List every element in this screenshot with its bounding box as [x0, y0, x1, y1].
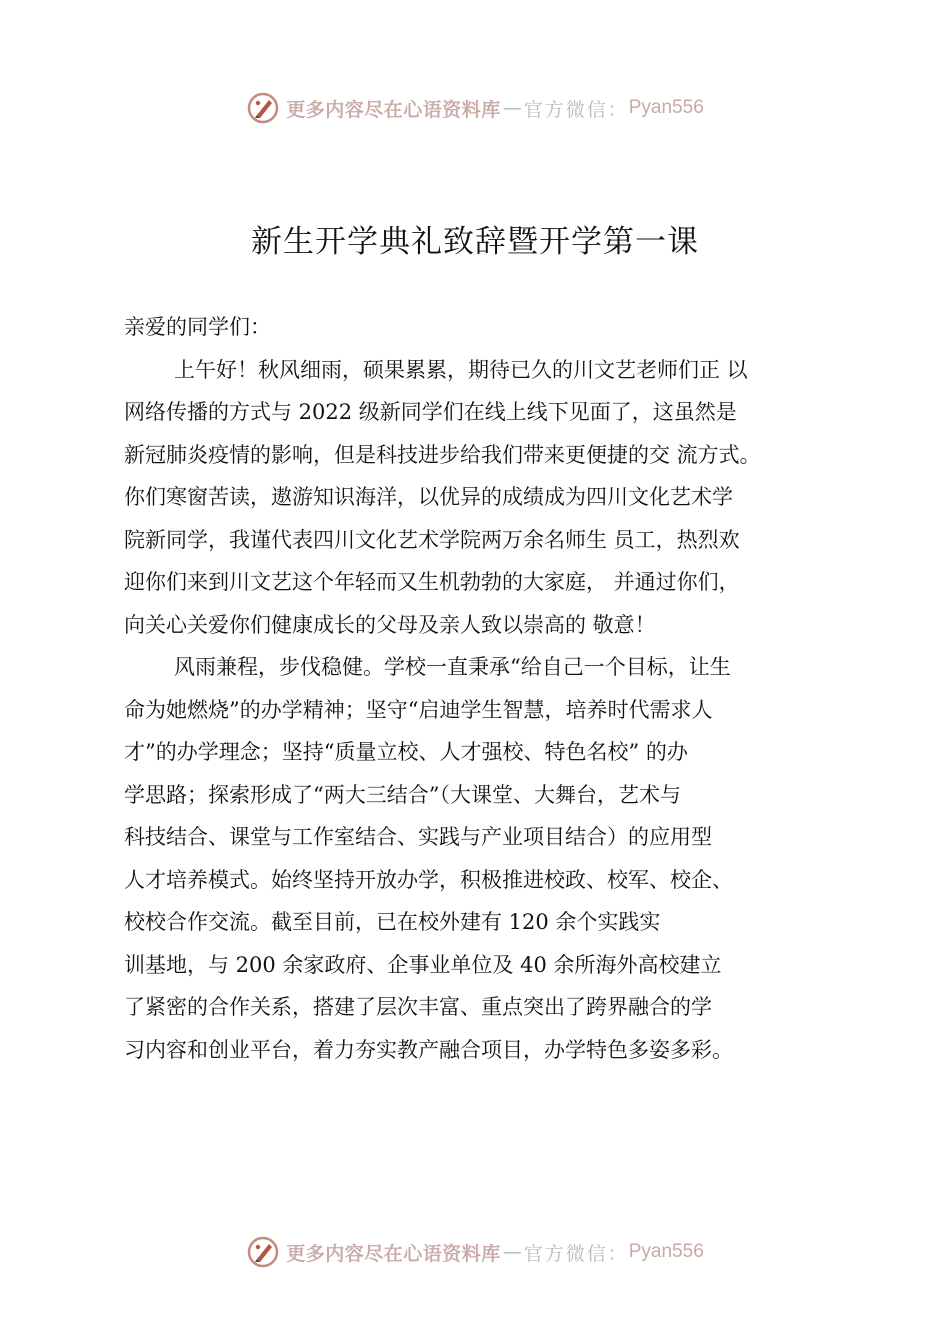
- watermark-text: 更多内容尽在心语资料库: [286, 98, 501, 121]
- text-line: 科技结合、课堂与工作室结合、实践与产业项目结合）的应用型: [124, 825, 712, 849]
- watermark-wechat-label: 官方微信：: [523, 98, 629, 121]
- text-line: 习内容和创业平台，着力夯实教产融合项目，办学特色多姿多彩。: [124, 1037, 733, 1062]
- text-line: 迎你们来到川文艺这个年轻而又生机勃勃的大家庭， 并通过你们，: [124, 570, 740, 594]
- text-line: 风雨兼程，步伐稳健。学校一直秉承“给自己一个目标，让生: [174, 655, 731, 679]
- text-line: 人才培养模式。始终坚持开放办学，积极推进校政、校军、校企、: [124, 867, 733, 892]
- text-line: 新冠肺炎疫情的影响，但是科技进步给我们带来更便捷的交 流方式。: [124, 442, 761, 467]
- text-line: 向关心关爱你们健康成长的父母及亲人致以崇高的 敬意！: [124, 612, 656, 637]
- header-watermark: [0, 88, 950, 128]
- text-line: 院新同学，我谨代表四川文化艺术学院两万余名师生 员工，热烈欢: [124, 527, 740, 552]
- text-line: 训基地，与 200 余家政府、企事业单位及 40 余所海外高校建立: [124, 952, 722, 977]
- text-line: 上午好！秋风细雨，硕果累累，期待已久的川文艺老师们正 以: [174, 357, 748, 382]
- watermark-wechat-id: Pyan556: [628, 97, 704, 118]
- footer-watermark: [0, 1232, 950, 1272]
- watermark-wechat-label: 官方微信：: [523, 1242, 629, 1265]
- watermark-separator: —: [502, 97, 522, 119]
- text-line: 命为她燃烧”的办学精神；坚守“启迪学生智慧，培养时代需求人: [124, 697, 713, 722]
- text-line: 学思路；探索形成了“两大三结合”（大课堂、大舞台，艺术与: [124, 782, 681, 807]
- text-line: 亲爱的同学们：: [124, 315, 271, 339]
- pen-nib-logo-icon: [246, 1235, 280, 1269]
- text-line: 你们寒窗苦读，遨游知识海洋，以优异的成绩成为四川文化艺术学: [124, 485, 733, 509]
- watermark-text: 更多内容尽在心语资料库: [286, 1242, 501, 1265]
- document-title: 新生开学典礼致辞暨开学第一课: [251, 224, 699, 260]
- text-line: 校校合作交流。截至目前，已在校外建有 120 余个实践实: [124, 910, 661, 934]
- watermark-wechat-id: Pyan556: [628, 1241, 704, 1262]
- document-body: [124, 306, 884, 1071]
- watermark-separator: —: [502, 1241, 522, 1263]
- text-line: 网络传播的方式与 2022 级新同学们在线上线下见面了，这虽然是: [124, 400, 737, 424]
- pen-nib-logo-icon: [246, 91, 280, 125]
- text-line: 才”的办学理念；坚持“质量立校、人才强校、特色名校” 的办: [124, 740, 688, 764]
- text-line: 了紧密的合作关系，搭建了层次丰富、重点突出了跨界融合的学: [124, 995, 712, 1019]
